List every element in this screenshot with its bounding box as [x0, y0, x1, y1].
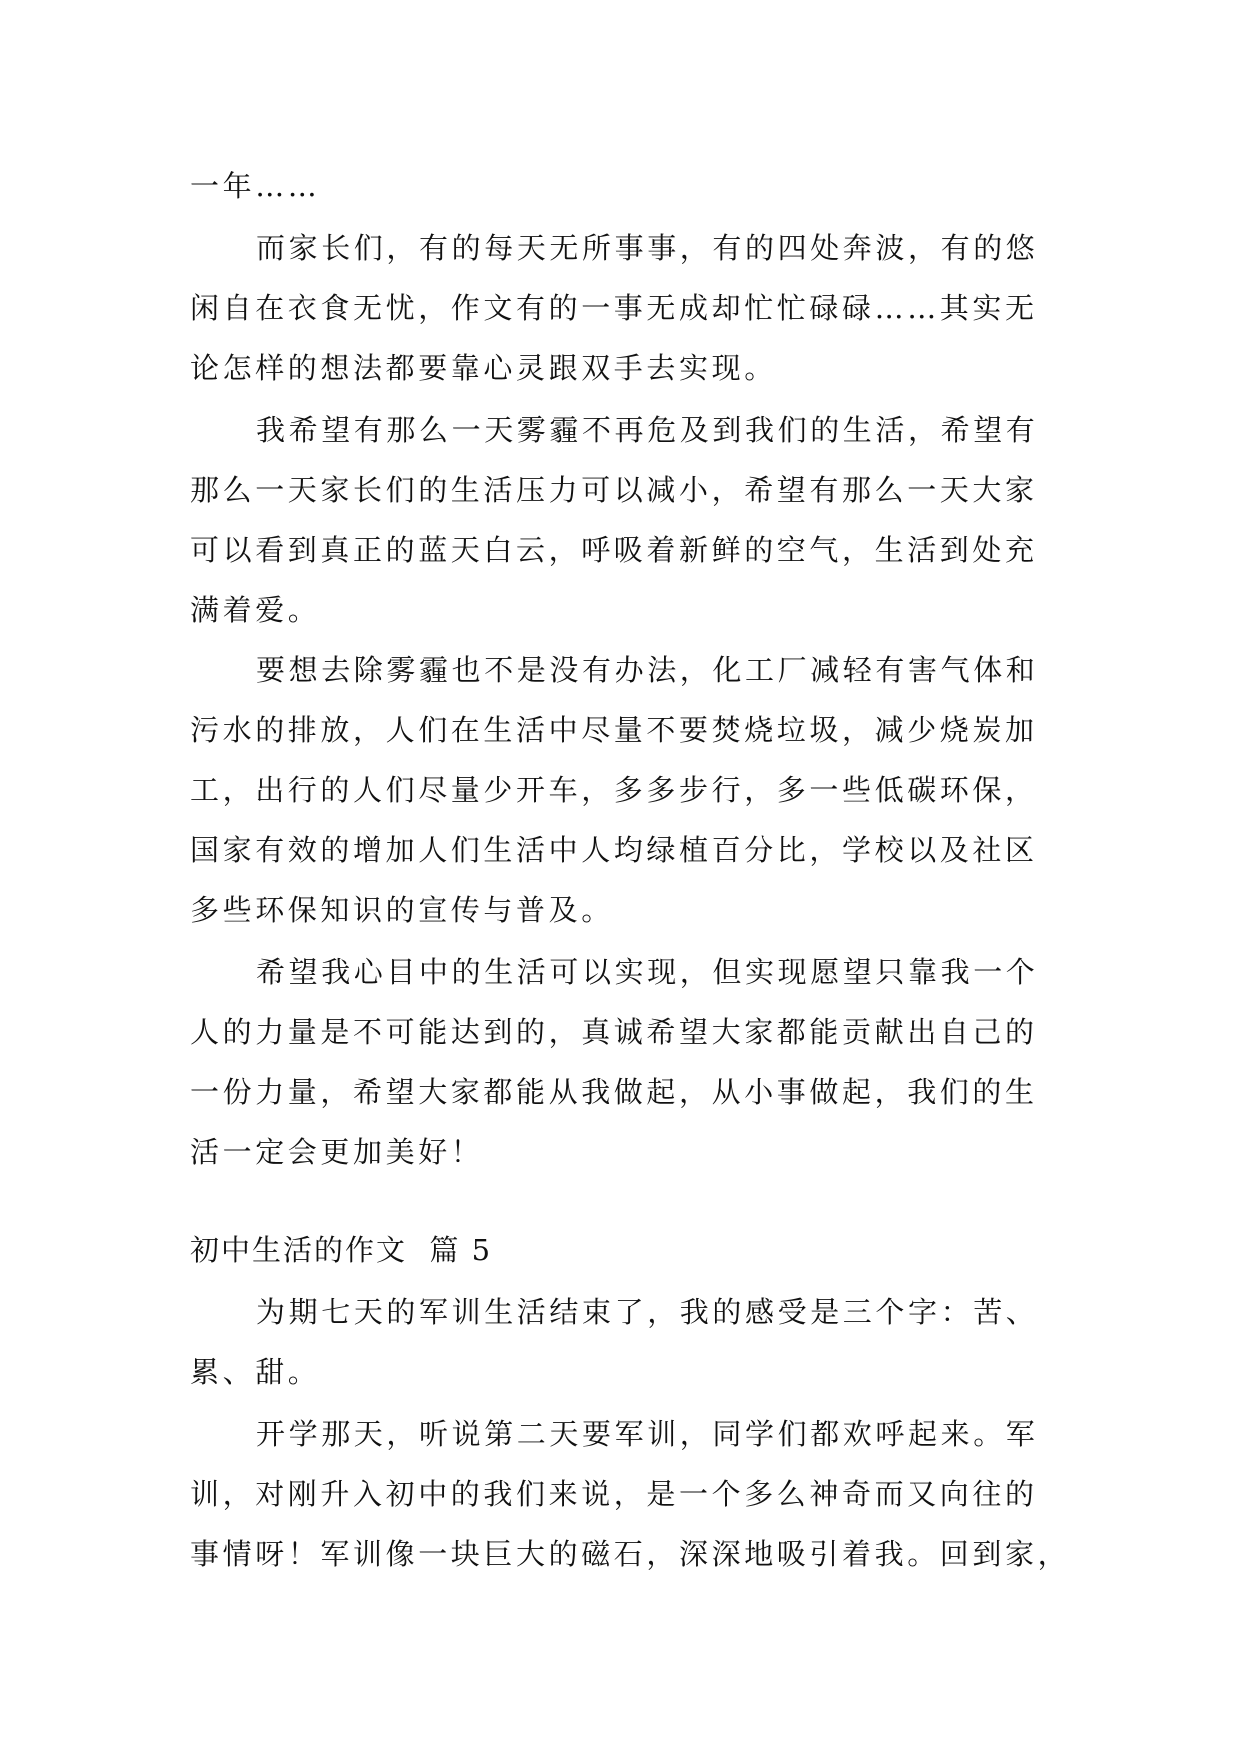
paragraph-first-line: 为期七天的军训生活结束了，我的感受是三个字：苦、: [256, 1295, 1039, 1329]
text-line: 闲自在衣食无忧，作文有的一事无成却忙忙碌碌……其实无: [190, 291, 1038, 325]
text-line: 污水的排放，人们在生活中尽量不要焚烧垃圾，减少烧炭加: [190, 713, 1038, 747]
text-line: 可以看到真正的蓝天白云，呼吸着新鲜的空气，生活到处充: [190, 533, 1038, 567]
text-line: 一份力量，希望大家都能从我做起，从小事做起，我们的生: [190, 1075, 1038, 1109]
text-line: 一年……: [190, 169, 321, 203]
paragraph-first-line: 希望我心目中的生活可以实现，但实现愿望只靠我一个: [256, 955, 1039, 989]
text-line: 累、甜。: [190, 1355, 321, 1389]
text-line: 人的力量是不可能达到的，真诚希望大家都能贡献出自己的: [190, 1015, 1038, 1049]
text-line: 论怎样的想法都要靠心灵跟双手去实现。: [190, 351, 777, 385]
text-line: 那么一天家长们的生活压力可以减小，希望有那么一天大家: [190, 473, 1038, 507]
paragraph-first-line: 我希望有那么一天雾霾不再危及到我们的生活，希望有: [256, 413, 1039, 447]
section-heading: 初中生活的作文 篇 5: [190, 1233, 493, 1267]
text-line: 多些环保知识的宣传与普及。: [190, 893, 614, 927]
text-line: 满着爱。: [190, 593, 321, 627]
text-line: 事情呀！军训像一块巨大的磁石，深深地吸引着我。回到家，: [190, 1537, 1071, 1571]
paragraph-first-line: 而家长们，有的每天无所事事，有的四处奔波，有的悠: [256, 231, 1039, 265]
paragraph-first-line: 要想去除雾霾也不是没有办法，化工厂减轻有害气体和: [256, 653, 1039, 687]
text-line: 国家有效的增加人们生活中人均绿植百分比，学校以及社区: [190, 833, 1038, 867]
text-line: 训，对刚升入初中的我们来说，是一个多么神奇而又向往的: [190, 1477, 1038, 1511]
text-line: 活一定会更加美好！: [190, 1135, 484, 1169]
text-line: 工，出行的人们尽量少开车，多多步行，多一些低碳环保，: [190, 773, 1038, 807]
paragraph-first-line: 开学那天，听说第二天要军训，同学们都欢呼起来。军: [256, 1417, 1039, 1451]
